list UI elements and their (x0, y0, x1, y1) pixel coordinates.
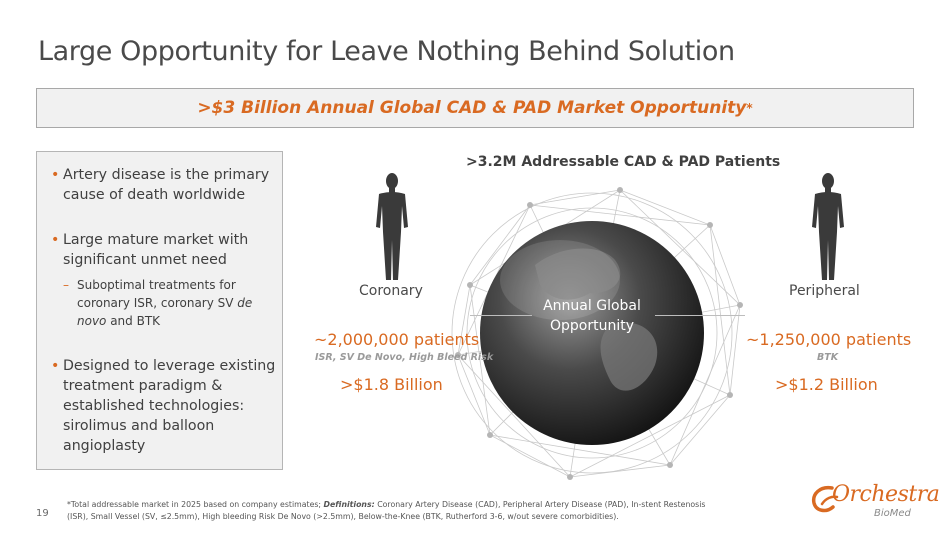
addressable-patients-heading: >3.2M Addressable CAD & PAD Patients (466, 154, 781, 170)
page-title: Large Opportunity for Leave Nothing Behind Solution (38, 36, 735, 67)
connector-left (470, 315, 532, 316)
coronary-patients: ~2,000,000 patients (314, 330, 480, 349)
peripheral-patients: ~1,250,000 patients (746, 330, 912, 349)
market-banner (36, 88, 914, 128)
banner-text: >$3 Billion Annual Global CAD & PAD Market Opportunity* (197, 98, 753, 118)
dash-icon: – (63, 278, 69, 292)
page-number: 19 (36, 508, 49, 519)
globe-label: Annual Global Opportunity (543, 298, 641, 334)
bullet-item: • Large mature market with significant unmet need (51, 232, 249, 268)
person-coronary-icon (366, 172, 418, 284)
peripheral-note: BTK (817, 352, 839, 363)
bullet-item: • Designed to leverage existing treatment paradigm & established technologies: sirolimus and balloon angioplasty (51, 358, 276, 454)
coronary-note: ISR, SV De Novo, High Bleed Risk (315, 352, 494, 363)
footnote: *Total addressable market in 2025 based on company estimates; Definitions: Coronary Artery Disease (CAD), Peripheral Artery Disease (PAD), In-stent Restenosis (ISR), Small Vessel (SV, ≤2.5mm), High bleeding Risk De Novo (>2.5mm), Below-the-Knee (BTK, Rutherford 3-6, w/out severe comorbidities). (67, 500, 706, 521)
connector-right (655, 315, 745, 316)
coronary-value: >$1.8 Billion (340, 375, 443, 394)
sub-bullet-item: – Suboptimal treatments for coronary ISR, coronary SV de novo and BTK (63, 278, 253, 328)
person-peripheral-icon (802, 172, 854, 284)
banner-asterisk: * (746, 101, 753, 115)
logo-name: Orchestra (832, 482, 940, 507)
bullet-dot-icon: • (51, 232, 60, 248)
bullet-item: • Artery disease is the primary cause of death worldwide (51, 167, 270, 203)
peripheral-value: >$1.2 Billion (775, 375, 878, 394)
company-logo (810, 482, 940, 522)
bullet-dot-icon: • (51, 358, 60, 374)
coronary-label: Coronary (359, 283, 423, 299)
peripheral-label: Peripheral (789, 283, 860, 299)
logo-sub: BioMed (874, 508, 911, 519)
bullet-box (36, 151, 283, 470)
bullet-dot-icon: • (51, 167, 60, 183)
